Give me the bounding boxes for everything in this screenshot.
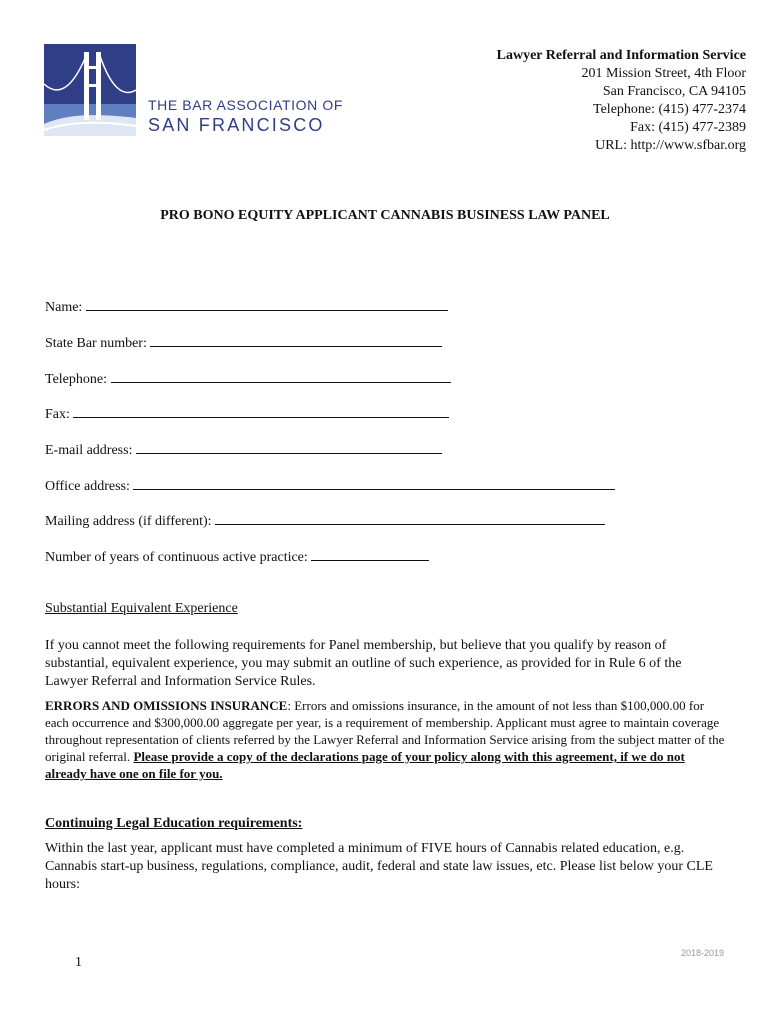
name-input-line[interactable] xyxy=(86,298,448,311)
mailing-address-input-line[interactable] xyxy=(215,512,605,525)
page-number: 1 xyxy=(75,955,82,970)
logo-text-line1: THE BAR ASSOCIATION OF xyxy=(148,97,343,113)
organization-name: Lawyer Referral and Information Service xyxy=(496,48,746,63)
bar-association-logo xyxy=(44,44,343,140)
insurance-label: ERRORS AND OMISSIONS INSURANCE xyxy=(45,698,288,713)
years-practice-field[interactable] xyxy=(45,548,429,566)
insurance-paragraph xyxy=(45,697,725,782)
fax-field[interactable] xyxy=(45,405,449,423)
email-input-line[interactable] xyxy=(136,441,442,454)
insurance-emphasis: Please provide a copy of the declarations page of your policy along with this agreement, if we do not already have one on file for you. xyxy=(45,749,685,781)
telephone-number: Telephone: (415) 477-2374 xyxy=(593,102,746,117)
cle-text: Within the last year, applicant must have completed a minimum of FIVE hours of Cannabis related education, e.g. Cannabis start-up business, regulations, compliance, audit, federal and state law issues, etc. Please list below your CLE hours: xyxy=(45,841,713,892)
logo-text-line2: SAN FRANCISCO xyxy=(148,115,325,135)
telephone-field[interactable] xyxy=(45,370,451,388)
state-bar-field[interactable] xyxy=(45,334,442,352)
state-bar-label: State Bar number: xyxy=(45,336,147,351)
years-practice-input-line[interactable] xyxy=(311,548,429,561)
form-title: PRO BONO EQUITY APPLICANT CANNABIS BUSINESS LAW PANEL xyxy=(160,208,610,223)
years-practice-label: Number of years of continuous active practice: xyxy=(45,550,308,565)
street-address: 201 Mission Street, 4th Floor xyxy=(581,66,746,81)
cle-heading: Continuing Legal Education requirements: xyxy=(45,816,303,831)
insurance-text: : Errors and omissions insurance, in the amount of not less than $100,000.00 for each occurrence and $300,000.00 aggregate per year, is a requirement of membership. Applicant must agree to maintain coverage throughout representation of clients referred by the Lawyer Referral and Information Service arising from the subject matter of the original referral. xyxy=(45,698,725,764)
fax-label: Fax: xyxy=(45,407,70,422)
contact-address-block xyxy=(497,47,746,155)
email-field[interactable] xyxy=(45,441,442,459)
office-address-input-line[interactable] xyxy=(133,477,615,490)
city-state-zip: San Francisco, CA 94105 xyxy=(602,84,746,99)
golden-gate-bridge-icon xyxy=(44,44,136,136)
mailing-address-label: Mailing address (if different): xyxy=(45,514,212,529)
telephone-input-line[interactable] xyxy=(111,370,451,383)
form-year: 2018-2019 xyxy=(680,948,724,958)
mailing-address-field[interactable] xyxy=(45,512,605,530)
name-label: Name: xyxy=(45,300,83,315)
substantial-experience-text: If you cannot meet the following requirements for Panel membership, but believe that you qualify by reason of substantial, equivalent experience, you may submit an outline of such experience, as provided for in Rule 6 of the Lawyer Referral and Information Service Rules. xyxy=(45,638,682,689)
name-field[interactable] xyxy=(45,298,448,316)
email-label: E-mail address: xyxy=(45,443,133,458)
office-address-field[interactable] xyxy=(45,477,615,495)
telephone-label: Telephone: xyxy=(45,372,107,387)
state-bar-input-line[interactable] xyxy=(150,334,442,347)
fax-input-line[interactable] xyxy=(73,405,449,418)
substantial-experience-heading: Substantial Equivalent Experience xyxy=(45,601,238,616)
office-address-label: Office address: xyxy=(45,479,130,494)
website-url: URL: http://www.sfbar.org xyxy=(595,138,746,153)
fax-number: Fax: (415) 477-2389 xyxy=(630,120,746,135)
